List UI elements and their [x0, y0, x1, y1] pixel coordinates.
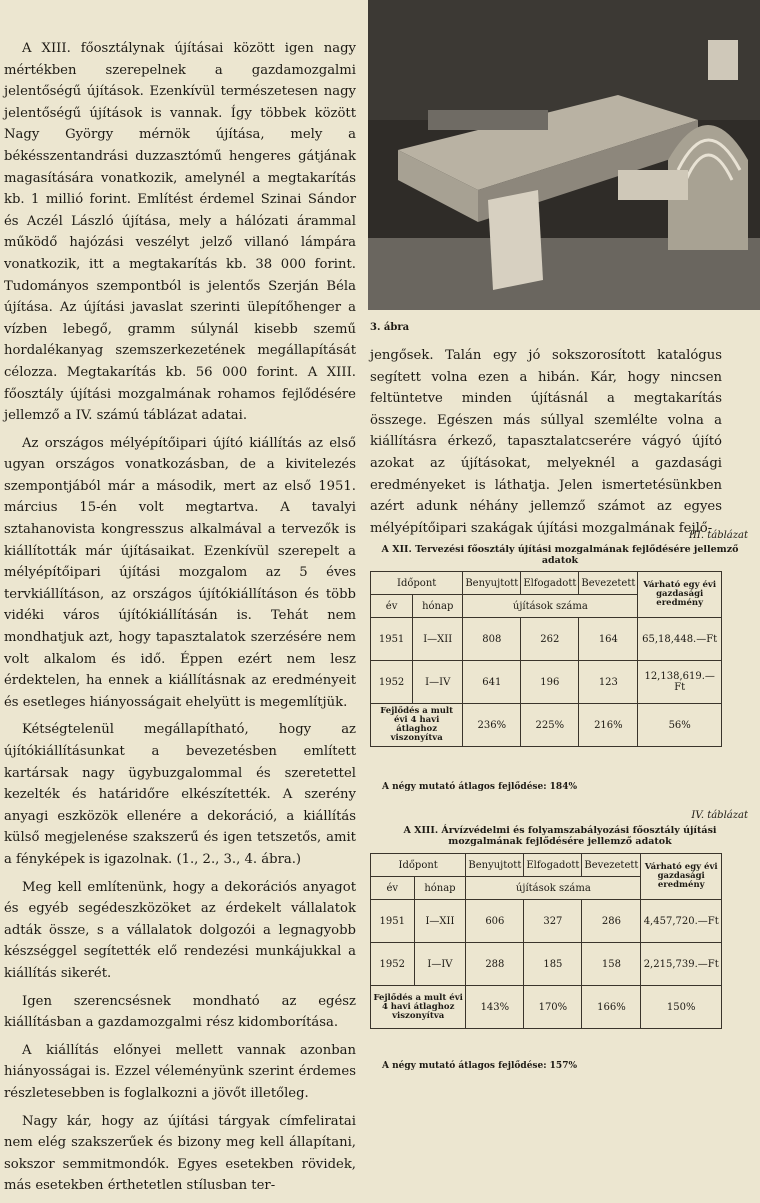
table-cell: 808: [463, 618, 521, 661]
table-row: [371, 986, 722, 1029]
paragraph: Kétségtelenül megállapítható, hogy az újítókiállításunkat a bevezetésben említett kartársak nagy ügybuzgalommal és szeretettel kezelték és határidőre elkészítették. A szerény anyagi eszközök ellenére a dekoráció, a kiállítás külső megjelenése szakszerű és igen tetszetős, amit a fényképek is igazolnak. (1., 2., 3., 4. ábra.): [4, 722, 356, 867]
table-cell: 1951: [371, 900, 415, 943]
header-cell: újítások száma: [463, 595, 638, 618]
paragraph: Igen szerencsésnek mondható az egész kiállításban a gazdamozgalmi rész kidomborítása.: [4, 993, 356, 1031]
header-cell: Benyujtott: [463, 572, 521, 595]
header-cell: Bevezetett: [579, 572, 638, 595]
header-cell: Elfogadott: [524, 854, 582, 877]
table-cell: 216%: [579, 704, 638, 747]
table-cell: 56%: [638, 704, 722, 747]
left-column: [4, 38, 356, 1203]
table-cell: 641: [463, 661, 521, 704]
table-cell: I—IV: [413, 661, 463, 704]
header-cell: Időpont: [371, 572, 463, 595]
table-cell: 225%: [521, 704, 579, 747]
data-table: [370, 571, 722, 747]
table-cell: 2,215,739.—Ft: [641, 943, 722, 986]
table-cell: 185: [524, 943, 582, 986]
table-cell: 1952: [371, 943, 415, 986]
table-cell: Fejlődés a mult évi 4 havi átlaghoz viszonyítva: [371, 986, 466, 1029]
table-cell: I—IV: [414, 943, 466, 986]
table-average: A négy mutató átlagos fejlődése: 184%: [382, 782, 578, 792]
header-cell: Várható egy évi gazdasági eredmény: [641, 854, 722, 900]
table-number: IV. táblázat: [691, 810, 748, 821]
figure-caption: 3. ábra: [370, 322, 410, 333]
table-cell: 150%: [641, 986, 722, 1029]
table-cell: I—XII: [414, 900, 466, 943]
header-cell: Benyujtott: [466, 854, 524, 877]
table-cell: 288: [466, 943, 524, 986]
table-cell: 606: [466, 900, 524, 943]
table-cell: 164: [579, 618, 638, 661]
table-cell: 123: [579, 661, 638, 704]
table-cell: 143%: [466, 986, 524, 1029]
paragraph: A kiállítás előnyei mellett vannak azonban hiányosságai is. Ezzel véleményünk szerint érdemes részletesebben is foglalkozni a jövőt illetőleg.: [4, 1042, 356, 1101]
table-row: [371, 900, 722, 943]
paragraph: Nagy kár, hogy az újítási tárgyak címfeliratai nem elég szakszerűek és bizony meg kell állapítani, sokszor semmitmondók. Egyes esetekben rövidek, más esetekben érthetetlen stílusban ter-: [4, 1113, 356, 1194]
table-cell: 158: [582, 943, 641, 986]
table-cell: I—XII: [413, 618, 463, 661]
data-table: [370, 853, 722, 1029]
right-column: [370, 345, 722, 539]
table-cell: 170%: [524, 986, 582, 1029]
header-cell: újítások száma: [466, 877, 641, 900]
table-row: [371, 661, 722, 704]
table-cell: 166%: [582, 986, 641, 1029]
exhibition-photo-image: [368, 0, 760, 310]
paragraph: A XIII. főosztálynak újításai között igen nagy mértékben szerepelnek a gazdamozgalmi jelentőségű újítások. Ezenkívül természetesen nagy jelentőségű újítások is vannak. Így többek között Nagy György mérnök újítása, mely a békésszentandrási duzzasztómű hengeres gátjának magasítására vonatkozik, amelynél a megtakarítás kb. 1 millió forint. Említést érdemel Szinai Sándor és Aczél László újítása, mely a hálózati árammal működő hajózási veszélyt jelző villanó lámpára vonatkozik, itt a megtakarítás kb. 38 000 forint. Tudományos szempontból is jelentős Szerján Béla újítása. Az újítási javaslat szerinti ülepítőhenger a vízben lebegő, gramm súlynál kisebb szemű hordalékanyag szemszerkezetének megállapítását célozza. Megtakarítás kb. 56 000 forint. A XIII. főosztály újítási mozgalmának rohamos fejlődésére jellemző a IV. számú táblázat adatai.: [4, 41, 356, 424]
exhibition-photo: [368, 0, 760, 310]
table-title: A XIII. Árvízvédelmi és folyamszabályozási főosztály újítási mozgalmának fejlődésére jellemző adatok: [403, 825, 717, 847]
paragraph: Meg kell említenünk, hogy a dekorációs anyagot és egyéb segédeszközöket az érdekelt vállalatok adták össze, s a vállalatok dolgozói a legnagyobb készséggel segítették elő rendezési munkájukkal a kiállítás sikerét.: [4, 879, 356, 981]
table-cell: 1951: [371, 618, 413, 661]
table-cell: 4,457,720.—Ft: [641, 900, 722, 943]
header-cell: hónap: [414, 877, 466, 900]
table-cell: 196: [521, 661, 579, 704]
paragraph: Az országos mélyépítőipari újító kiállítás az első ugyan országos vonatkozásban, de a kivitelezés szempontjából már a második, mert az első 1951. március 15-én volt megtartva. A tavalyi sztahanovista kongresszus alkalmával a tervezők is kiállították már újításaikat. Ezenkívül szerepelt a mélyépítőipari újítási mozgalom az 5 éves tervkiállításon, az országos újítókiállításon és több vidéki város újítókiállításán is. Tehát nem mondhatjuk azt, hogy tapasztalatok szerzésére nem volt alkalom és idő. Éppen ezért nem lesz érdektelen, ha ennek a kiállításnak az eredményeit és esetleges hiányosságait ehelyütt is megemlítjük.: [4, 435, 356, 710]
header-cell: év: [371, 595, 413, 618]
header-cell: Bevezetett: [582, 854, 641, 877]
header-cell: Elfogadott: [521, 572, 579, 595]
table-cell: 236%: [463, 704, 521, 747]
table-cell: 327: [524, 900, 582, 943]
header-cell: év: [371, 877, 415, 900]
table-number: III. táblázat: [689, 530, 748, 541]
table-cell: 1952: [371, 661, 413, 704]
header-cell: hónap: [413, 595, 463, 618]
table-row: [371, 618, 722, 661]
paragraph: jengősek. Talán egy jó sokszorosított katalógus segített volna ezen a hibán. Kár, hogy nincsen feltüntetve minden újításnál a megtakarítás összege. Egészen más súllyal szemlélte volna a kiállításra érkező, tapasztalatcserére vágyó újító azokat az újításokat, melyeknél a gazdasági eredményeket is láthatja. Jelen ismertetésünkben azért adunk néhány jellemző számot az egyes mélyépítőipari szakágak újítási mozgalmának fejlő-: [370, 348, 722, 536]
header-cell: Várható egy évi gazdasági eredmény: [638, 572, 722, 618]
header-cell: Időpont: [371, 854, 466, 877]
table-cell: 286: [582, 900, 641, 943]
table-cell: 262: [521, 618, 579, 661]
table-row: [371, 943, 722, 986]
table-row: [371, 704, 722, 747]
table-average: A négy mutató átlagos fejlődése: 157%: [382, 1061, 578, 1071]
table-cell: 65,18,448.—Ft: [638, 618, 722, 661]
table-cell: Fejlődés a mult évi 4 havi átlaghoz viszonyítva: [371, 704, 463, 747]
table-title: A XII. Tervezési főosztály újítási mozgalmának fejlődésére jellemző adatok: [381, 544, 739, 566]
table-cell: 12,138,619.—Ft: [638, 661, 722, 704]
